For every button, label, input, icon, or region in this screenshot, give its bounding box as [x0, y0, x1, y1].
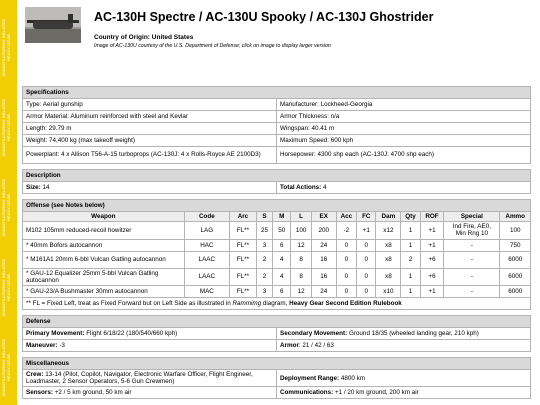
spec-cell: Horsepower: 4300 shp each (AC-130J: 4700 shp each) — [277, 147, 531, 164]
weapon-row — [23, 251, 531, 268]
aircraft-image[interactable] — [25, 7, 81, 43]
weapon-stat: 0 — [336, 239, 356, 251]
spec-cell: Powerplant: 4 x Allison T56-A-15 turboprops (AC-130J: 4 x Rolls-Royce AE 2100D3) — [23, 147, 277, 164]
weapon-stat: 6000 — [500, 251, 531, 268]
offense-column-header: S — [256, 212, 272, 222]
weapon-stat: 2 — [256, 268, 272, 285]
offense-column-header: FC — [357, 212, 376, 222]
miscellaneous-table — [22, 357, 531, 399]
weapon-stat: 4 — [273, 251, 291, 268]
weapon-stat: FL** — [229, 251, 256, 268]
weapon-stat: +1 — [420, 239, 444, 251]
weapon-name: * 40mm Bofors autocannon — [23, 239, 185, 251]
weapon-stat: +6 — [420, 251, 444, 268]
spec-cell: Maximum Speed: 600 kph — [277, 135, 531, 147]
spec-cell: Length: 29.79 m — [23, 123, 277, 135]
weapon-stat: +1 — [420, 286, 444, 298]
weapon-stat: 1 — [401, 268, 420, 285]
spec-cell: Armor Thickness: n/a — [277, 111, 531, 123]
weapon-stat: x10 — [376, 286, 401, 298]
weapon-stat: 24 — [311, 239, 336, 251]
side-banner — [0, 0, 17, 405]
weapon-stat: x8 — [376, 239, 401, 251]
offense-column-header: Special — [444, 212, 500, 222]
weapon-stat: 4 — [273, 268, 291, 285]
weapon-stat: 12 — [291, 239, 311, 251]
communications: Communications: +1 / 20 km ground, 200 km air — [277, 387, 531, 399]
weapon-stat: 8 — [291, 251, 311, 268]
weapon-stat: 2 — [256, 251, 272, 268]
weapon-stat: +6 — [420, 268, 444, 285]
weapon-name: * GAU-12 Equalizer 25mm 5-bbl Vulcan Gatling autocannon — [23, 268, 185, 285]
weapon-stat: FL** — [229, 268, 256, 285]
offense-column-header: EX — [311, 212, 336, 222]
crew: Crew: 13-14 (Pilot, Copilot, Navigator, Electronic Warfare Officer, Flight Engineer, Loadmaster, 2 Sensor Operators, 5-6 Gun Crewmen) — [23, 370, 277, 387]
weapon-stat: - — [444, 239, 500, 251]
sidebar-stamp: MANUFACTURING RELATED HEAVY GEAR — [1, 258, 11, 316]
offense-column-header: ROF — [420, 212, 444, 222]
offense-column-header: Code — [184, 212, 229, 222]
spec-cell: Wingspan: 40.41 m — [277, 123, 531, 135]
total-actions-cell: Total Actions: 4 — [277, 182, 531, 194]
offense-column-header: Ammo — [500, 212, 531, 222]
weapon-stat: 0 — [357, 268, 376, 285]
weapon-stat: 1 — [401, 222, 420, 239]
weapon-stat: 2 — [401, 251, 420, 268]
weapon-stat: 750 — [500, 239, 531, 251]
miscellaneous-heading: Miscellaneous — [23, 358, 531, 370]
sidebar-stamp: MANUFACTURING RELATED HEAVY GEAR — [1, 18, 11, 76]
defense-table — [22, 315, 531, 352]
offense-column-header: Arc — [229, 212, 256, 222]
image-caption: Image of AC-130U courtesy of the U.S. Department of Defense; click on image to display larger version — [94, 43, 331, 49]
weapon-stat: 6 — [273, 286, 291, 298]
weapon-stat: 100 — [500, 222, 531, 239]
page-title: AC-130H Spectre / AC-130U Spooky / AC-130J Ghostrider — [94, 10, 434, 24]
sensors: Sensors: +2 / 5 km ground, 50 km air — [23, 387, 277, 399]
weapon-row — [23, 239, 531, 251]
weapon-stat: 3 — [256, 239, 272, 251]
spec-cell: Armor Material: Aluminum reinforced with steel and Kevlar — [23, 111, 277, 123]
weapon-stat: 1 — [401, 239, 420, 251]
weapon-stat: HAC — [184, 239, 229, 251]
offense-column-header: Acc — [336, 212, 356, 222]
weapon-row — [23, 286, 531, 298]
weapon-stat: FL** — [229, 286, 256, 298]
spec-cell: Weight: 74,400 kg (max takeoff weight) — [23, 135, 277, 147]
weapon-stat: 50 — [273, 222, 291, 239]
secondary-movement: Secondary Movement: Ground 18/35 (wheeled landing gear, 210 kph) — [277, 328, 531, 340]
weapon-stat: 100 — [291, 222, 311, 239]
weapon-stat: 6000 — [500, 286, 531, 298]
weapon-stat: 6 — [273, 239, 291, 251]
offense-note: ** FL = Fixed Left, treat as Fixed Forward but on Left Side as illustrated in Rammimg diagram, Heavy Gear Second Edition Rulebook — [23, 298, 531, 310]
weapon-stat: +1 — [420, 222, 444, 239]
weapon-stat: x8 — [376, 268, 401, 285]
weapon-stat: 0 — [336, 251, 356, 268]
weapon-stat: 8 — [291, 268, 311, 285]
weapon-stat: FL** — [229, 239, 256, 251]
weapon-name: M102 105mm reduced-recoil howitzer — [23, 222, 185, 239]
weapon-stat: 12 — [291, 286, 311, 298]
offense-column-header: L — [291, 212, 311, 222]
offense-column-header: M — [273, 212, 291, 222]
specifications-heading: Specifications — [23, 87, 531, 99]
weapon-row — [23, 268, 531, 285]
weapon-stat: MAC — [184, 286, 229, 298]
sidebar-stamp: MANUFACTURING RELATED HEAVY GEAR — [1, 178, 11, 236]
weapon-stat: 0 — [357, 286, 376, 298]
weapon-stat: 24 — [311, 286, 336, 298]
weapon-stat: 6000 — [500, 268, 531, 285]
weapon-stat: FL** — [229, 222, 256, 239]
description-table — [22, 169, 531, 194]
spec-cell: Type: Aerial gunship — [23, 99, 277, 111]
sidebar-stamp: MANUFACTURING RELATED HEAVY GEAR — [1, 338, 11, 396]
weapon-stat: 200 — [311, 222, 336, 239]
weapon-stat: - — [444, 251, 500, 268]
weapon-stat: 0 — [357, 239, 376, 251]
offense-table — [22, 199, 531, 310]
weapon-stat: 0 — [336, 286, 356, 298]
weapon-stat: LAAC — [184, 268, 229, 285]
offense-heading: Offense (see Notes below) — [23, 200, 531, 212]
weapon-stat: 0 — [336, 268, 356, 285]
maneuver: Maneuver: -3 — [23, 340, 277, 352]
weapon-stat: LAG — [184, 222, 229, 239]
weapon-stat: LAAC — [184, 251, 229, 268]
weapon-stat: x12 — [376, 222, 401, 239]
specifications-table — [22, 86, 531, 164]
weapon-stat: 3 — [256, 286, 272, 298]
weapon-stat: - — [444, 286, 500, 298]
weapon-stat: 16 — [311, 268, 336, 285]
spec-cell: Manufacturer: Lockheed-Georgia — [277, 99, 531, 111]
defense-heading: Defense — [23, 316, 531, 328]
weapon-stat: 16 — [311, 251, 336, 268]
weapon-stat: +1 — [357, 222, 376, 239]
description-heading: Description — [23, 170, 531, 182]
weapon-stat: 0 — [357, 251, 376, 268]
weapon-stat: 25 — [256, 222, 272, 239]
armor: Armor: 21 / 42 / 63 — [277, 340, 531, 352]
weapon-stat: -2 — [336, 222, 356, 239]
weapon-stat: 1 — [401, 286, 420, 298]
offense-column-header: Dam — [376, 212, 401, 222]
weapon-stat: - — [444, 268, 500, 285]
sidebar-stamp: MANUFACTURING RELATED HEAVY GEAR — [1, 98, 11, 156]
country-of-origin: Country of Origin: United States — [94, 34, 194, 41]
weapon-row — [23, 222, 531, 239]
weapon-name: * M161A1 20mm 6-bbl Vulcan Gatling autocannon — [23, 251, 185, 268]
weapon-name: * GAU-23/A Bushmaster 30mm autocannon — [23, 286, 185, 298]
offense-column-header: Qty — [401, 212, 420, 222]
deployment-range: Deployment Range: 4800 km — [277, 370, 531, 387]
weapon-stat: Ind Fire, AE0, Min Rng 10 — [444, 222, 500, 239]
page-header — [22, 0, 531, 52]
size-cell: Size: 14 — [23, 182, 277, 194]
main-content — [22, 0, 531, 399]
primary-movement: Primary Movement: Flight 6/18/22 (180/540/660 kph) — [23, 328, 277, 340]
weapon-stat: x8 — [376, 251, 401, 268]
offense-column-header: Weapon — [23, 212, 185, 222]
